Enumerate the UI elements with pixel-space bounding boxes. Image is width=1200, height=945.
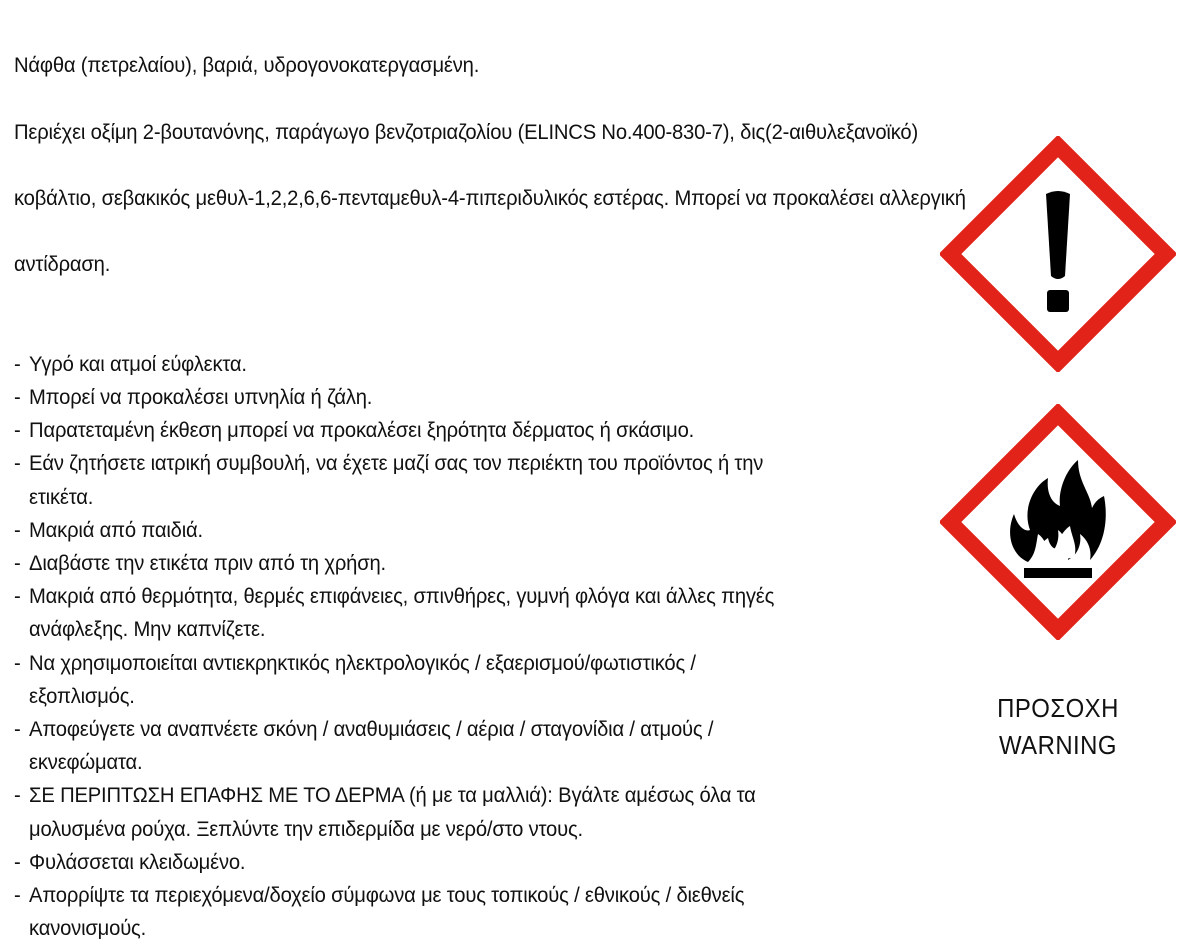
hazard-statements-list xyxy=(14,348,860,945)
composition-line: Νάφθα (πετρελαίου), βαριά, υδρογονοκατεργασμένη. xyxy=(14,53,480,78)
precautionary-statement: - Μακριά από παιδιά. xyxy=(14,514,860,547)
composition-line: Περιέχει οξίμη 2-βουτανόνης, παράγωγο βενζοτριαζολίου (ELINCS No.400-830-7), δις(2-αιθυλεξανοϊκό) xyxy=(14,119,919,144)
flame-icon xyxy=(940,404,1176,640)
exclamation-mark-icon xyxy=(940,136,1176,372)
precautionary-statement: - Μακριά από θερμότητα, θερμές επιφάνειες, σπινθήρες, γυμνή φλόγα και άλλες πηγές ανάφλεξης. Μην καπνίζετε. xyxy=(14,580,860,646)
signal-word-english: WARNING xyxy=(999,730,1117,760)
precautionary-statement: - Φυλάσσεται κλειδωμένο. xyxy=(14,846,860,879)
flame-base xyxy=(1024,568,1092,578)
precautionary-statement: - Αποφεύγετε να αναπνέετε σκόνη / αναθυμιάσεις / αέρια / σταγονίδια / ατμούς / εκνεφώματα. xyxy=(14,713,860,779)
product-composition xyxy=(14,16,966,315)
composition-line: κοβάλτιο, σεβακικός μεθυλ-1,2,2,6,6-πενταμεθυλ-4-πιπεριδυλικός εστέρας. Μπορεί να προκαλέσει αλλεργική xyxy=(14,186,966,211)
label-text xyxy=(14,16,966,945)
ghs-pictograms xyxy=(940,136,1176,640)
precautionary-statement: - Να χρησιμοποιείται αντιεκρηκτικός ηλεκτρολογικός / εξαερισμού/φωτιστικός / εξοπλισμός. xyxy=(14,647,860,713)
exclamation-dot xyxy=(1047,290,1069,312)
precautionary-statement: - Εάν ζητήσετε ιατρική συμβουλή, να έχετε μαζί σας τον περιέκτη του προϊόντος ή την ετικέτα. xyxy=(14,447,860,513)
signal-word-greek: ΠΡΟΣΟΧΗ xyxy=(997,693,1119,723)
signal-word xyxy=(949,690,1166,764)
precautionary-statement: - Απορρίψτε τα περιεχόμενα/δοχείο σύμφωνα με τους τοπικούς / εθνικούς / διεθνείς κανονισμούς. xyxy=(14,879,860,945)
composition-line: αντίδραση. xyxy=(14,252,111,277)
hazard-statement: - Παρατεταμένη έκθεση μπορεί να προκαλέσει ξηρότητα δέρματος ή σκάσιμο. xyxy=(14,414,860,447)
hazard-statement: - Υγρό και ατμοί εύφλεκτα. xyxy=(14,348,860,381)
hazard-statement: - Μπορεί να προκαλέσει υπνηλία ή ζάλη. xyxy=(14,381,860,414)
precautionary-statement: - Διαβάστε την ετικέτα πριν από τη χρήση. xyxy=(14,547,860,580)
precautionary-statement: - ΣΕ ΠΕΡΙΠΤΩΣΗ ΕΠΑΦΗΣ ΜΕ ΤΟ ΔΕΡΜΑ (ή με τα μαλλιά): Βγάλτε αμέσως όλα τα μολυσμένα ρούχα. Ξεπλύντε την επιδερμίδα με νερό/στο ντους. xyxy=(14,779,860,845)
